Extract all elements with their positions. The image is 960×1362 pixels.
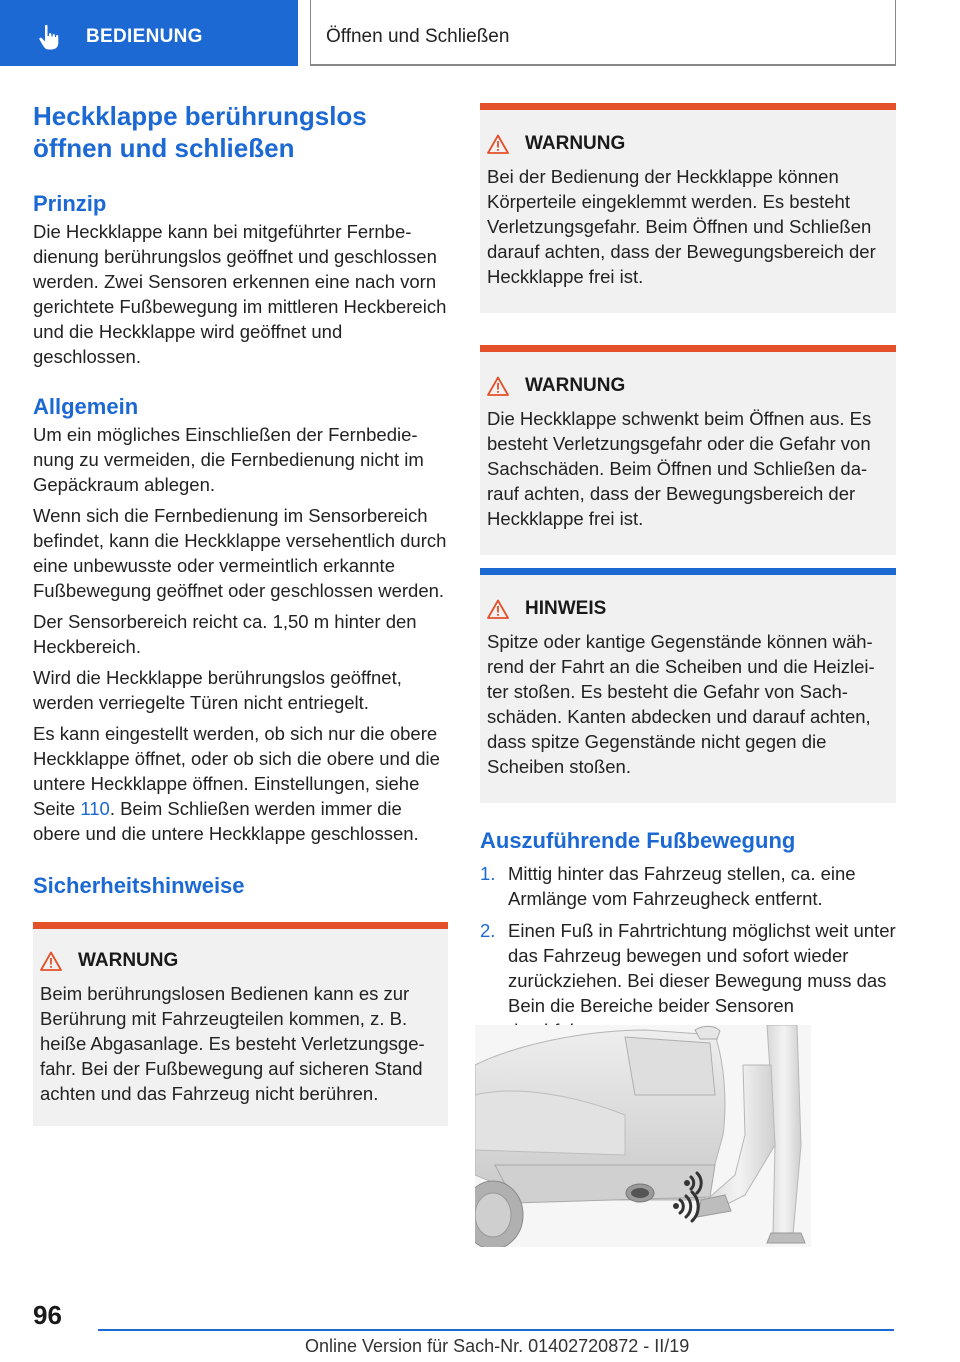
warning-triangle-icon <box>40 951 62 971</box>
step-item <box>480 861 896 911</box>
warning-title <box>487 132 888 156</box>
warning-title <box>487 374 888 398</box>
warning-bar <box>480 103 896 110</box>
section-label: BEDIENUNG <box>86 26 203 47</box>
breadcrumb-title: Öffnen und Schließen <box>326 26 510 47</box>
breadcrumb <box>310 0 896 66</box>
heading-fussbewegung: Auszuführende Fußbewegung <box>480 828 796 853</box>
warning-bar <box>480 345 896 352</box>
warning-text: Bei der Bedienung der Heckklappe können Körperteile eingeklemmt werden. Es besteht Verletzungsgefahr. Beim Öffnen und Schließen darauf achten, dass der Bewegungsbereich der Heckklappe frei ist. <box>487 166 876 287</box>
step-text: Einen Fuß in Fahrtrichtung möglichst weit unter das Fahrzeug bewegen und sofort wieder zurückziehen. Bei dieser Bewegung muss das Bein die Bereiche beider Sensoren <box>508 920 896 1016</box>
step-number: 1. <box>480 863 496 884</box>
warning-title-text: WARNUNG <box>525 133 626 154</box>
page-title <box>33 100 448 164</box>
heading-sicherheitshinweise: Sicherheitshinweise <box>33 873 245 898</box>
allgemein-p5-text-a: Es kann eingestellt werden, ob sich nur die obere Heckklappe öffnet, oder ob sich die obere und die untere Heckklappe öffnen. Einstellungen, siehe Seite <box>33 723 440 819</box>
warning-triangle-icon <box>487 599 509 619</box>
allgemein-paragraph-3: Der Sensorbereich reicht ca. 1,50 m hinter den Heckbereich. <box>33 611 417 657</box>
prinzip-text: Die Heckklappe kann bei mitgeführter Fernbedienung berührungslos geöffnet und geschlossen werden. Zwei Sensoren erkennen eine nach vorn gerichtete Fußbewegung im mittleren Heckbereich und die Heckklappe wird geöffnet und geschlossen. <box>33 221 447 367</box>
warning-bar <box>33 922 448 929</box>
right-column <box>480 100 896 1043</box>
warning-box-3 <box>480 345 896 555</box>
notice-text: Spitze oder kantige Gegenstände können während der Fahrt an die Scheiben und die Heizleiter stoßen. Es besteht die Gefahr von Sachschäden. Kanten abdecken und darauf achten, dass spitze Gegenstände nicht gegen die Scheiben stoßen. <box>487 631 875 777</box>
allgemein-paragraph-4: Wird die Heckklappe berührungslos geöffnet, werden verriegelte Türen nicht entriegelt. <box>33 667 402 713</box>
warning-title-text: WARNUNG <box>78 950 179 971</box>
notice-title <box>487 597 888 621</box>
allgemein-paragraph-1: Um ein mögliches Einschließen der Fernbedienung zu vermeiden, die Fernbedienung nicht im Gepäckraum ablegen. <box>33 424 424 495</box>
warning-triangle-icon <box>487 134 509 154</box>
page-number: 96 <box>33 1300 62 1330</box>
steps-list <box>480 861 896 1043</box>
footer-version: Online Version für Sach-Nr. 01402720872 - II/19 <box>305 1336 690 1356</box>
heading-allgemein: Allgemein <box>33 394 139 419</box>
warning-title <box>40 949 440 973</box>
warning-text: Beim berührungslosen Bedienen kann es zur Berührung mit Fahrzeugteilen kommen, z. B. heiße Abgasanlage. Es besteht Verletzungsgefahr. Bei der Fußbewegung auf sicheren Stand achten und das Fahrzeug nicht berühren. <box>40 983 425 1104</box>
step-text: Mittig hinter das Fahrzeug stellen, ca. eine Armlänge vom Fahrzeugheck entfernt. <box>508 863 856 909</box>
allgemein-paragraph-5 <box>33 721 448 846</box>
warning-text: Die Heckklappe schwenkt beim Öffnen aus. Es besteht Verletzungsgefahr oder die Gefahr von Sachschäden. Beim Öffnen und Schließen darauf achten, dass der Bewegungsbereich der Heckklappe frei ist. <box>487 408 872 529</box>
warning-triangle-icon <box>487 376 509 396</box>
left-column <box>33 100 448 1126</box>
notice-bar <box>480 568 896 575</box>
warning-box-1 <box>33 922 448 1126</box>
foot-gesture-illustration <box>475 1025 811 1247</box>
page-reference-link[interactable]: 110 <box>80 798 110 819</box>
heading-prinzip: Prinzip <box>33 191 107 216</box>
warning-box-2 <box>480 103 896 313</box>
notice-title-text: HINWEIS <box>525 598 607 619</box>
allgemein-p5-text-b: . Beim Schließen werden immer die obere und die untere Heckklappe geschlossen. <box>33 798 419 844</box>
car-rear-drawing <box>475 1025 811 1247</box>
step-number: 2. <box>480 920 496 941</box>
section-tab[interactable] <box>0 0 298 66</box>
warning-title-text: WARNUNG <box>525 375 626 396</box>
notice-box <box>480 568 896 803</box>
footer-divider <box>98 1329 894 1331</box>
page-title-line1: Heckklappe berührungslos <box>33 101 367 131</box>
hand-pointer-icon <box>38 24 62 50</box>
page-title-line2: öffnen und schließen <box>33 133 295 163</box>
allgemein-paragraph-2: Wenn sich die Fernbedienung im Sensorbereich befindet, kann die Heckklappe versehentlich durch eine unbewusste oder vermeintlich erkannte Fußbewegung geöffnet oder geschlossen werden. <box>33 505 447 601</box>
